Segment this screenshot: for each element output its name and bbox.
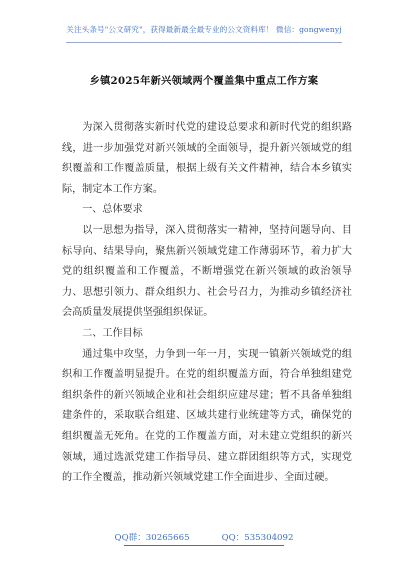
header-banner: 关注头条号"公文研究"，获得最新最全最专业的公文资料库！ 微信：gongwenyj xyxy=(66,25,342,34)
work-goals-paragraph: 通过集中攻坚，力争到一年一月，实现一镇新兴领域党的组织和工作覆盖明显提升。在党的组织覆盖方面，符合单独组建党组织条件的新兴领域企业和社会组织应建尽建；暂不具备单独组建条件的，采取联合组建、区域共建行业统建等方式，确保党的组织覆盖无死角。在党的工作覆盖方面，对未建立党组织的新兴领域，通过选派党建工作指导员、建立群团组织等方式，实现党的工作全覆盖，推动新兴领域党建工作全面进步、全面过硬。 xyxy=(62,348,352,484)
header-divider xyxy=(66,42,342,43)
document-title: 乡镇2025年新兴领域两个覆盖集中重点工作方案 xyxy=(89,75,319,87)
general-requirements-paragraph: 以一思想为指导，深入贯彻落实一精神，坚持问题导向、目标导向、结果导向，聚焦新兴领域党建工作薄弱环节，着力扩大党的组织覆盖和工作覆盖，不断增强党在新兴领域的政治领导力、思想引领力、群众组织力、社会号召力，为推动乡镇经济社会高质量发展提供坚强组织保证。 xyxy=(62,224,352,319)
footer-qq-group: QQ群：30265665 xyxy=(114,533,190,543)
footer-contact xyxy=(0,531,408,543)
section-heading-general-requirements: 一、总体要求 xyxy=(82,204,143,216)
footer-qq-number: QQ：535304092 xyxy=(221,533,294,543)
section-heading-work-goals: 二、工作目标 xyxy=(82,327,143,339)
document-body xyxy=(62,118,352,489)
intro-paragraph: 为深入贯彻落实新时代党的建设总要求和新时代党的组织路线，进一步加强党对新兴领域的全面领导，提升新兴领域党的组织覆盖和工作覆盖质量，根据上级有关文件精神，结合本乡镇实际，制定本工作方案。 xyxy=(62,122,352,195)
footer-underline xyxy=(124,545,284,546)
